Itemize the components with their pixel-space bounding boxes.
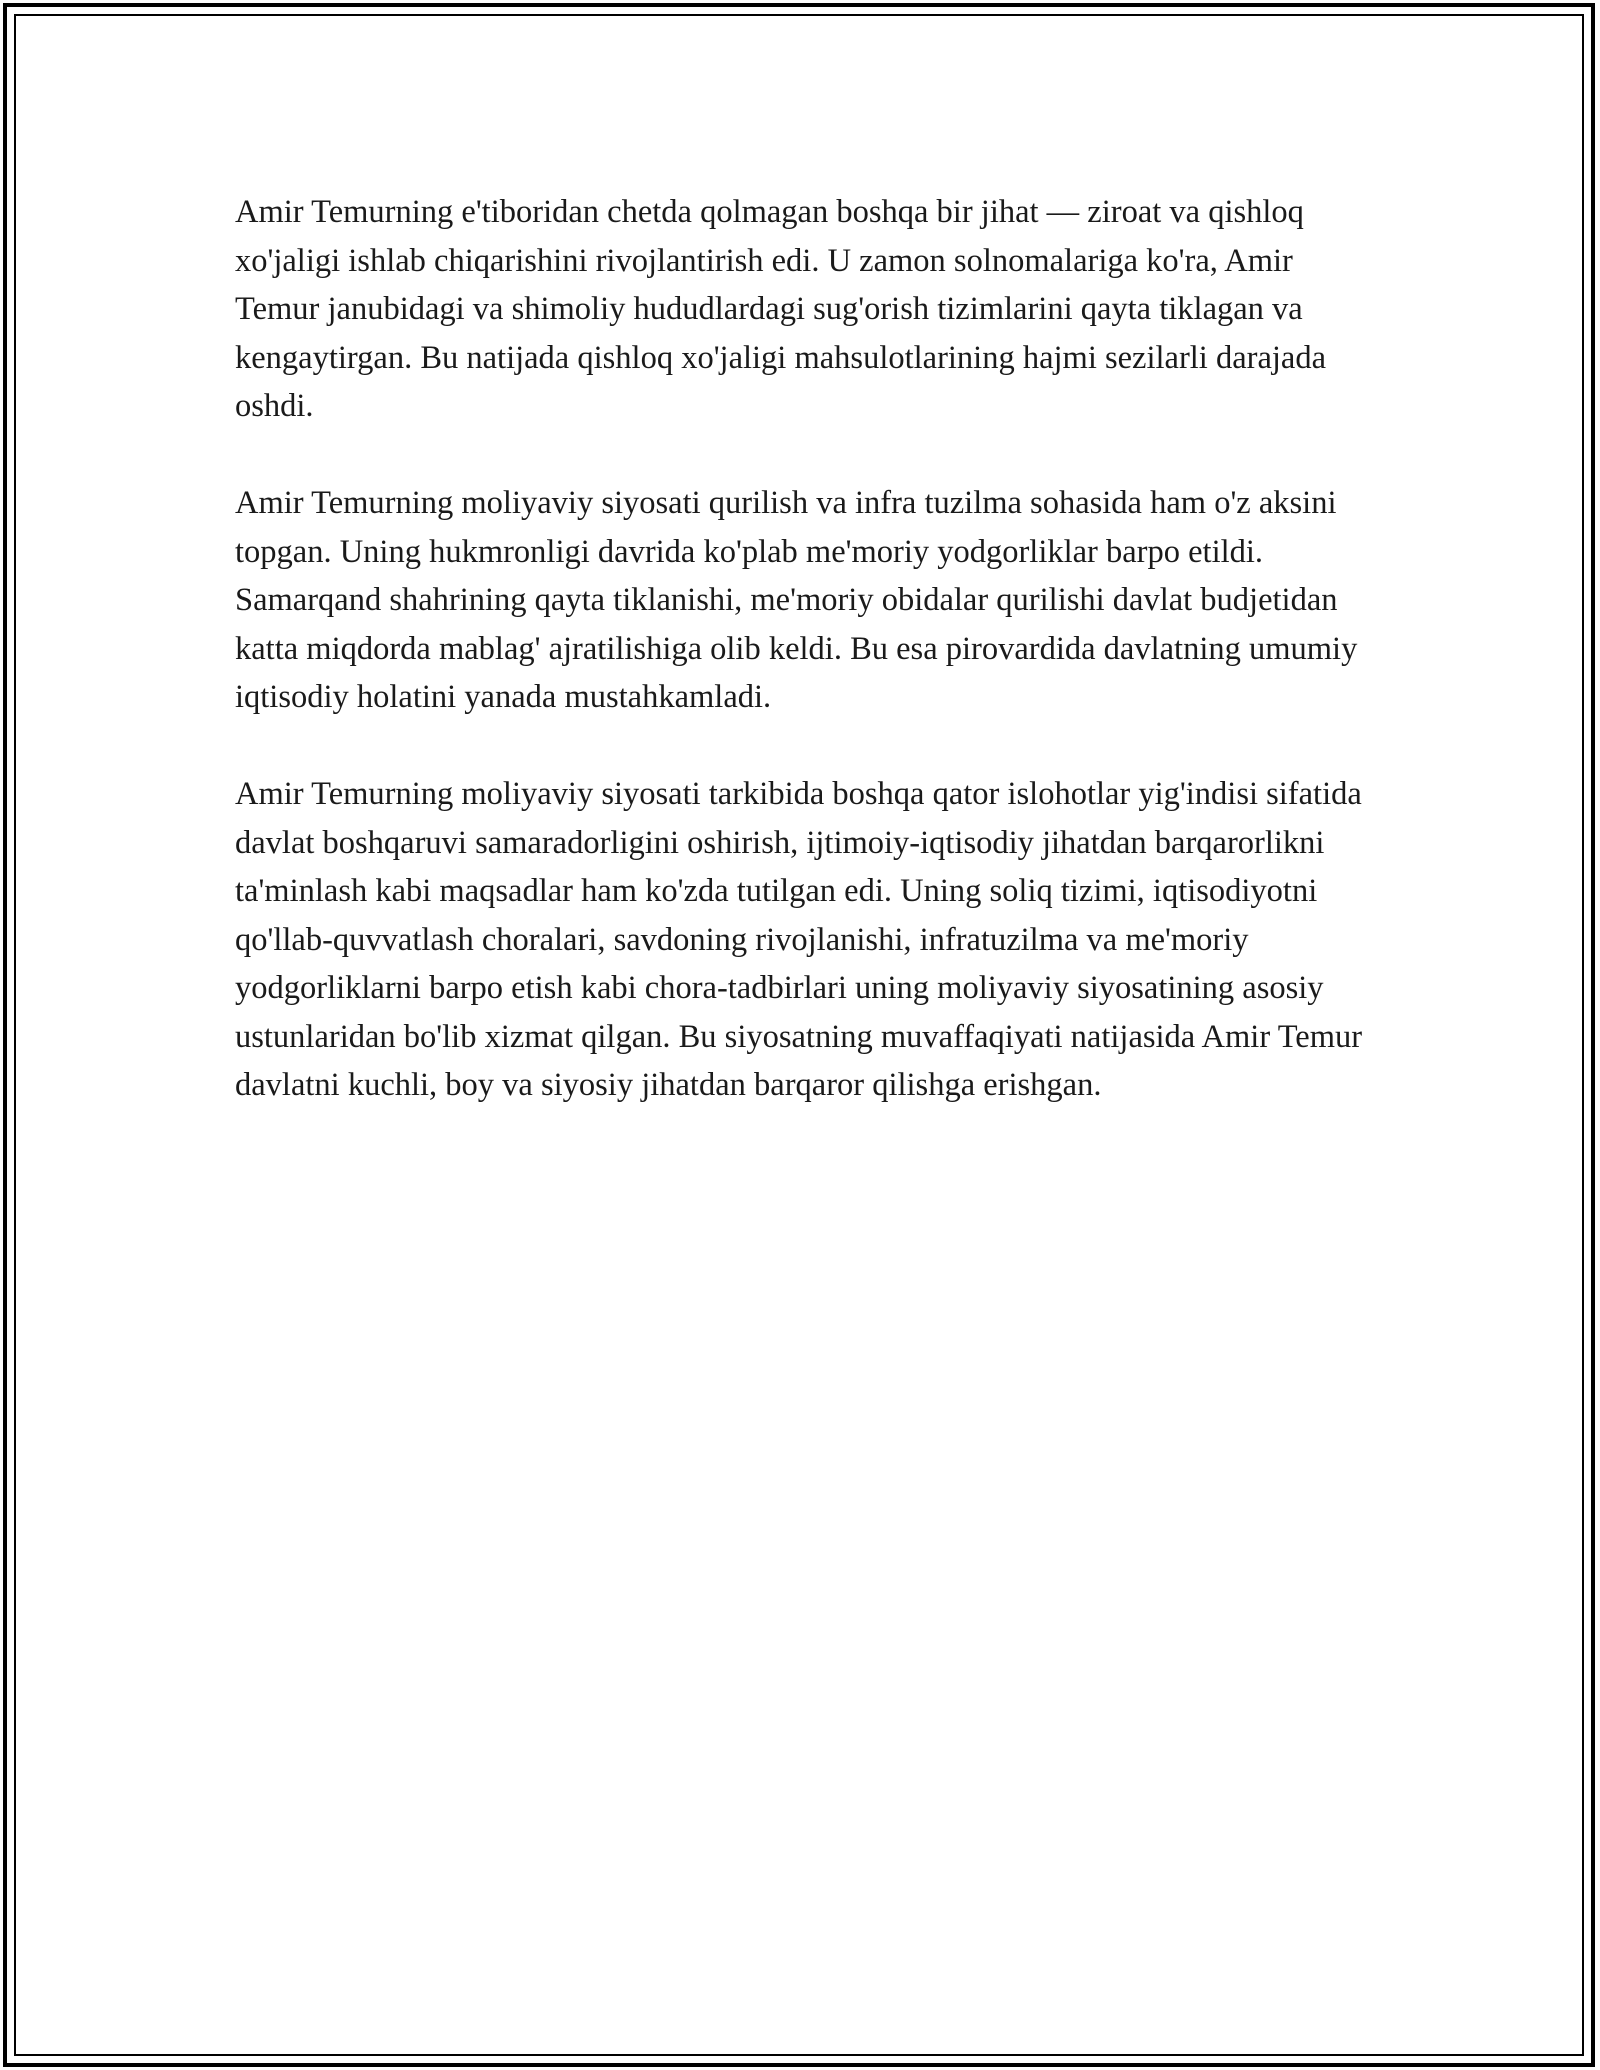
paragraph-1: Amir Temurning e'tiboridan chetda qolmagan boshqa bir jihat — ziroat va qishloq xo'jaligi ishlab chiqarishini rivojlantirish edi. U zamon solnomalariga ko'ra, Amir Temur janubidagi va shimoliy hududlardagi sug'orish tizimlarini qayta tiklagan va kengaytirgan. Bu natijada qishloq xo'jaligi mahsulotlarining hajmi sezilarli darajada oshdi.: [235, 194, 1327, 424]
document-body: [235, 188, 1370, 1110]
paragraph-2: Amir Temurning moliyaviy siyosati qurilish va infra tuzilma sohasida ham o'z aksini topgan. Uning hukmronligi davrida ko'plab me'moriy yodgorliklar barpo etildi. Samarqand shahrining qayta tiklanishi, me'moriy obidalar qurilishi davlat budjetidan katta miqdorda mablag' ajratilishiga olib keldi. Bu esa pirovardida davlatning umumiy iqtisodiy holatini yanada mustahkamladi.: [235, 485, 1358, 715]
paragraph-3: Amir Temurning moliyaviy siyosati tarkibida boshqa qator islohotlar yig'indisi sifatida davlat boshqaruvi samaradorligini oshirish, ijtimoiy-iqtisodiy jihatdan barqarorlikni ta'minlash kabi maqsadlar ham ko'zda tutilgan edi. Uning soliq tizimi, iqtisodiyotni qo'llab-quvvatlash choralari, savdoning rivojlanishi, infratuzilma va me'moriy yodgorliklarni barpo etish kabi chora-tadbirlari uning moliyaviy siyosatining asosiy ustunlaridan bo'lib xizmat qilgan. Bu siyosatning muvaffaqiyati natijasida Amir Temur davlatni kuchli, boy va siyosiy jihatdan barqaror qilishga erishgan.: [235, 776, 1363, 1103]
